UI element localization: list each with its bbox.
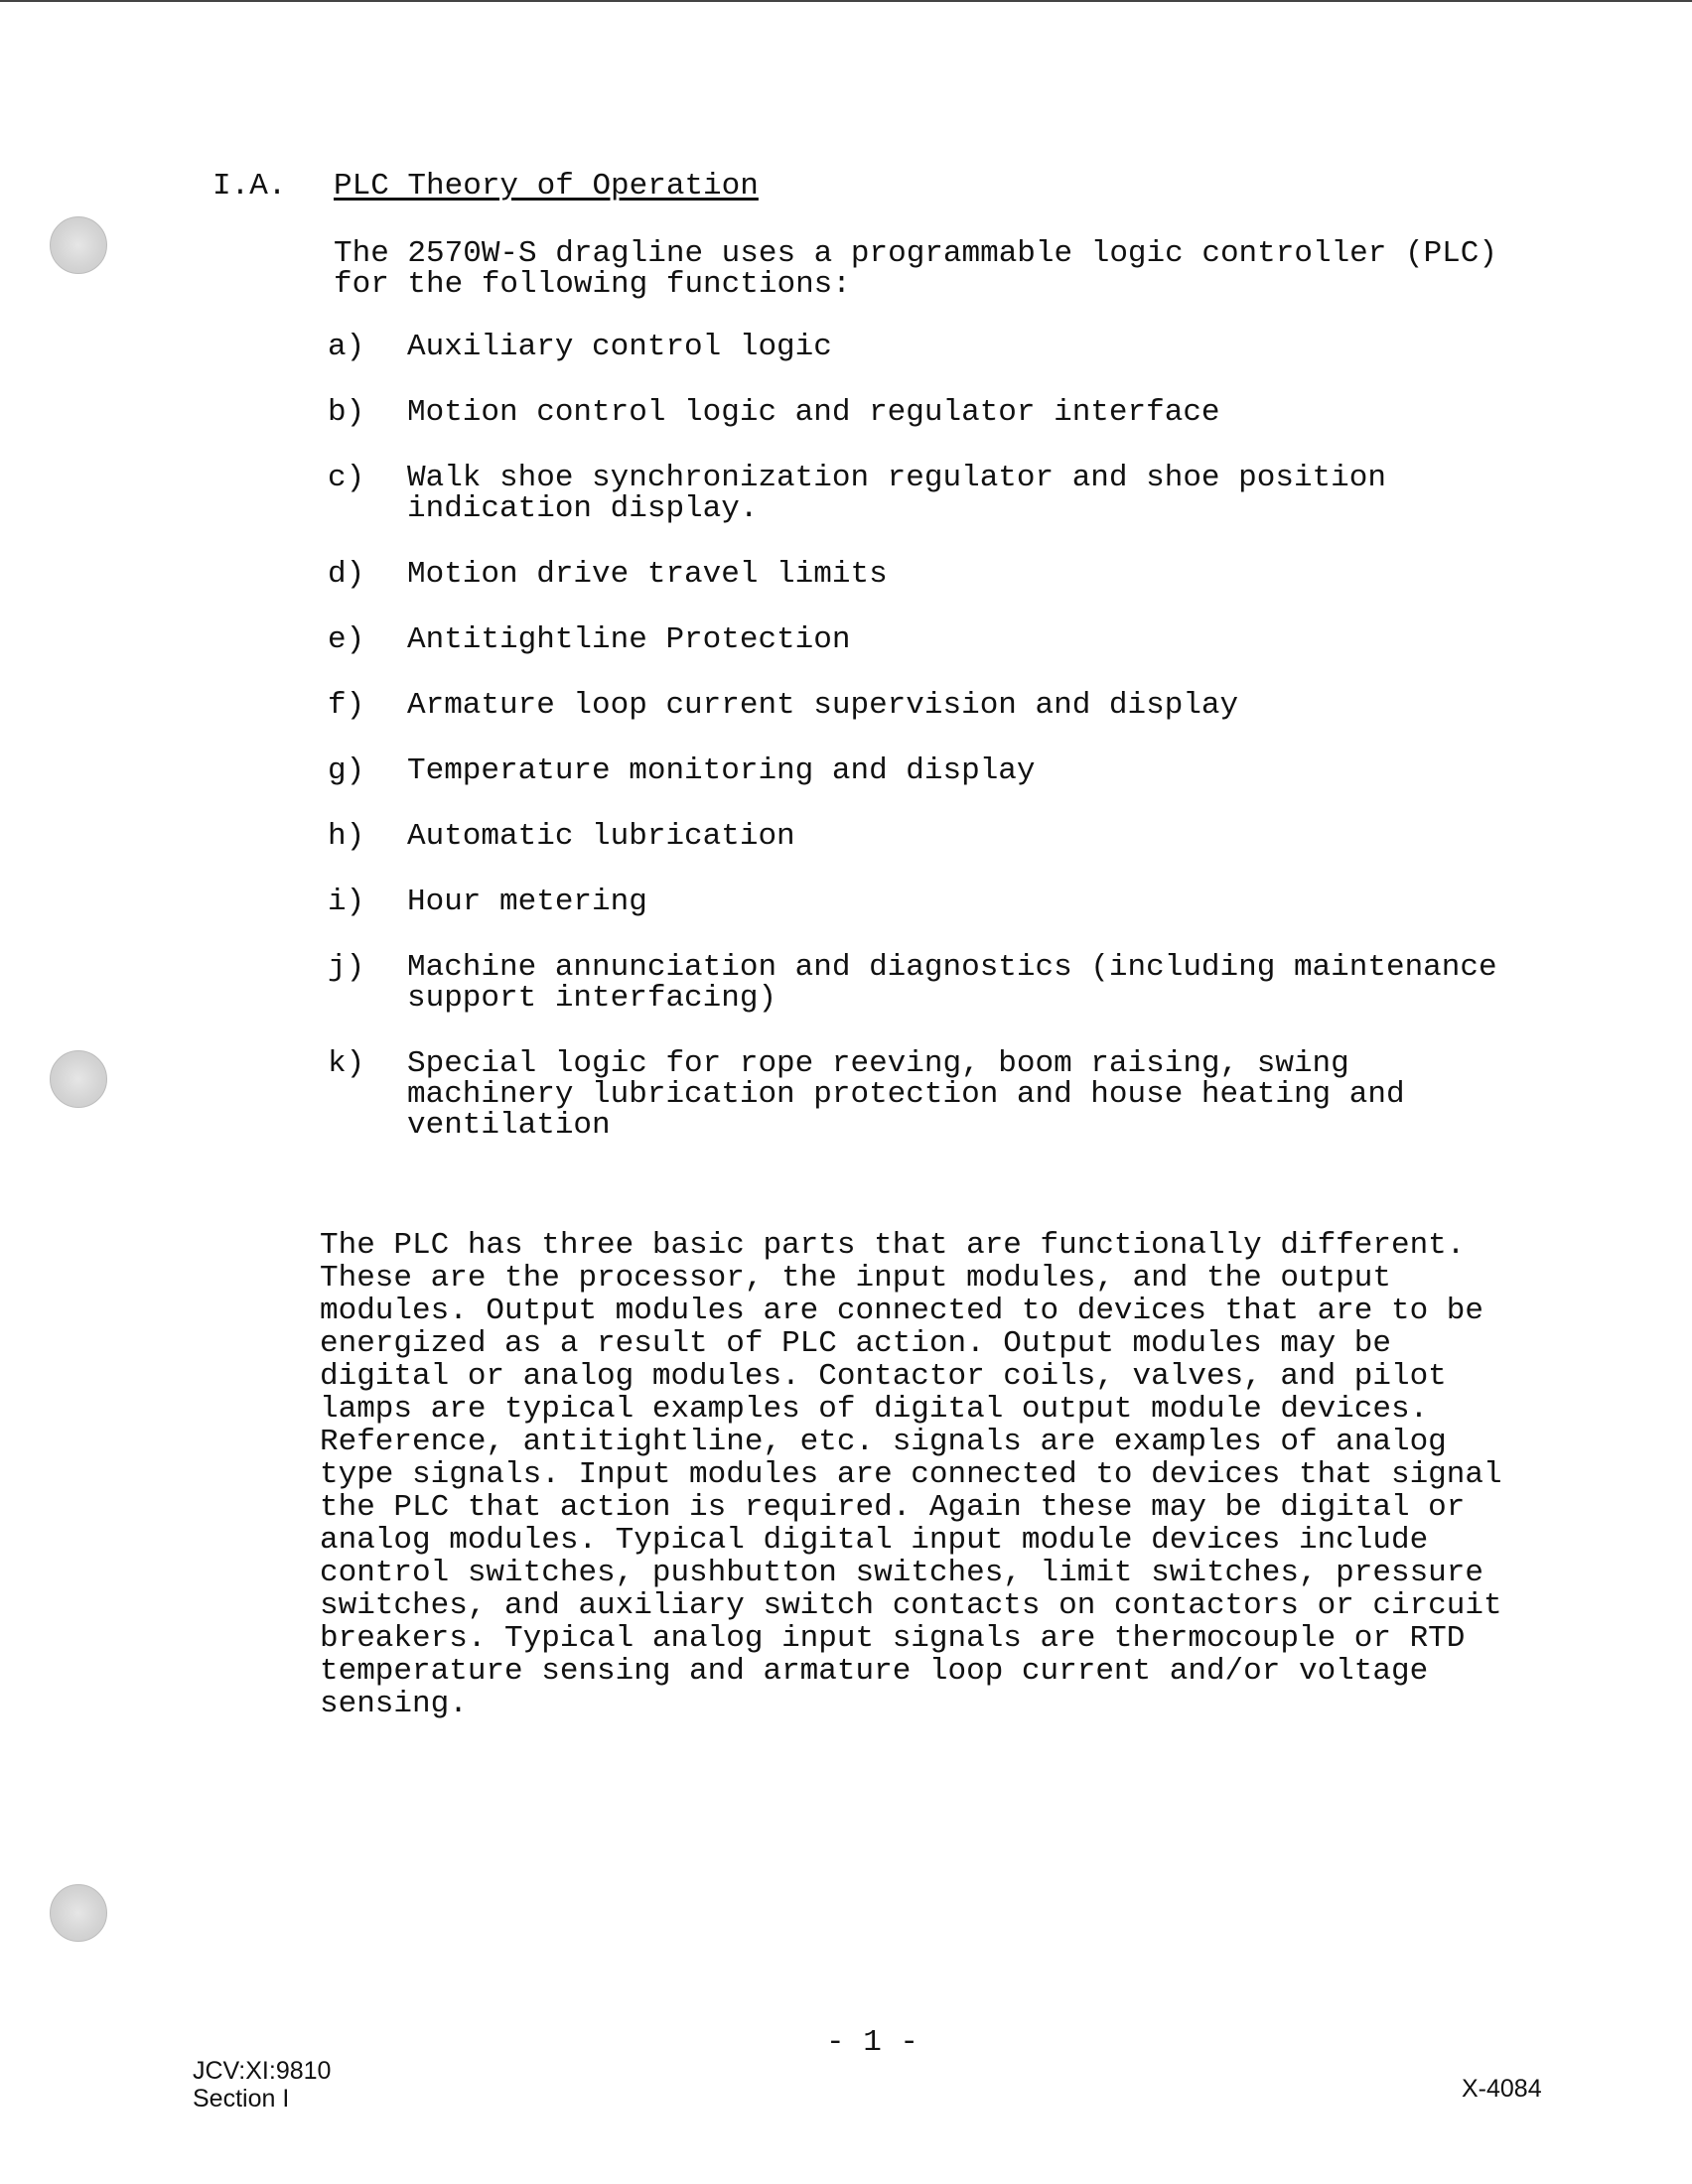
list-item: [328, 952, 1519, 1014]
list-item: [328, 755, 1519, 786]
punch-hole-middle: [50, 1050, 107, 1108]
list-item-letter: c): [328, 461, 365, 495]
list-item-text: Auxiliary control logic: [407, 330, 832, 364]
list-item: [328, 463, 1519, 524]
list-item-letter: j): [328, 950, 365, 985]
list-item-letter: k): [328, 1046, 365, 1081]
list-item-text: Armature loop current supervision and display: [407, 688, 1239, 723]
list-item: [328, 332, 1519, 362]
punch-hole-top: [50, 216, 107, 274]
list-item-letter: f): [328, 688, 365, 723]
function-list: [328, 332, 1519, 1175]
list-item-text: Motion control logic and regulator interface: [407, 395, 1220, 430]
section-number: I.A.: [212, 169, 287, 204]
list-item-letter: a): [328, 330, 365, 364]
list-item-text: Antitightline Protection: [407, 622, 851, 657]
list-item: [328, 690, 1519, 721]
body-paragraph: The PLC has three basic parts that are functionally different. These are the processor, the input modules, and the output modules. Output modules are connected to devices that are to be energized as a result of PLC action. Output modules may be digital or analog modules. Contactor coils, valves, and pilot lamps are typical examples of digital output module devices. Reference, antitightline, etc. signals are examples of analog type signals. Input modules are connected to devices that signal the PLC that action is required. Again these may be digital or analog modules. Typical digital input module devices include control switches, pushbutton switches, limit switches, pressure switches, and auxiliary switch contacts on contactors or circuit breakers. Typical analog input signals are thermocouple or RTD temperature sensing and armature loop current and/or voltage sensing.: [320, 1228, 1502, 1721]
list-item-letter: d): [328, 557, 365, 592]
list-item-text: Hour metering: [407, 885, 647, 919]
list-item-text: Machine annunciation and diagnostics (including maintenance support interfacing): [407, 950, 1497, 1016]
list-item: [328, 821, 1519, 852]
intro-text: The 2570W-S dragline uses a programmable logic controller (PLC) for the following functions:: [334, 236, 1497, 302]
page-number: - 1 -: [826, 2025, 919, 2060]
list-item: [328, 887, 1519, 917]
list-item-letter: i): [328, 885, 365, 919]
section-label: Section I: [193, 2085, 290, 2113]
footer-document-code: [193, 2057, 331, 2113]
top-border-line: [0, 0, 1692, 2]
list-item-text: Motion drive travel limits: [407, 557, 888, 592]
list-item-letter: g): [328, 753, 365, 788]
list-item: [328, 1048, 1519, 1141]
list-item: [328, 397, 1519, 428]
punch-hole-bottom: [50, 1884, 107, 1942]
list-item-text: Automatic lubrication: [407, 819, 795, 854]
list-item-letter: b): [328, 395, 365, 430]
list-item: [328, 624, 1519, 655]
list-item-text: Special logic for rope reeving, boom raising, swing machinery lubrication protection and house heating and ventilation: [407, 1046, 1405, 1143]
list-item-letter: e): [328, 622, 365, 657]
list-item-text: Temperature monitoring and display: [407, 753, 1036, 788]
list-item-text: Walk shoe synchronization regulator and shoe position indication display.: [407, 461, 1386, 526]
section-title: PLC Theory of Operation: [334, 169, 759, 204]
doc-code: JCV:XI:9810: [193, 2057, 332, 2085]
footer-document-number: X-4084: [1462, 2075, 1542, 2103]
list-item-letter: h): [328, 819, 365, 854]
list-item: [328, 559, 1519, 590]
